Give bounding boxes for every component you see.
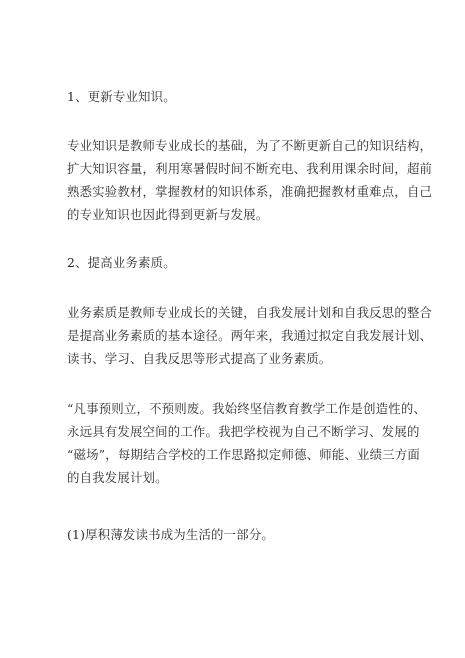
section-2-paragraph: [67, 301, 433, 370]
sub-item-heading: (1)厚积薄发读书成为生活的一部分。: [67, 527, 275, 542]
paragraph-line: 永远具有发展空间的工作。我把学校视为自己不断学习、发展的: [67, 424, 420, 439]
paragraph-line: “凡事预则立，不预则废。我始终坚信教育教学工作是创造性的、: [67, 401, 427, 416]
paragraph-line: 专业知识是教师专业成长的基础，为了不断更新自己的知识结构，: [67, 138, 433, 153]
paragraph-line: 扩大知识容量，利用寒暑假时间不断充电、我利用课余时间，超前: [67, 161, 433, 176]
paragraph-line: 熟悉实验教材，掌握教材的知识体系，准确把握教材重难点，自己: [67, 184, 433, 199]
section-1-paragraph: [67, 134, 433, 226]
quote-paragraph: [67, 397, 427, 489]
section-2-heading: 2、提高业务素质。: [67, 255, 176, 270]
section-1-heading: 1、更新专业知识。: [67, 89, 176, 104]
paragraph-line: 业务素质是教师专业成长的关键，自我发展计划和自我反思的整合: [67, 305, 433, 320]
paragraph-line: 是提高业务素质的基本途径。两年来，我通过拟定自我发展计划、: [67, 328, 433, 343]
paragraph-line: 读书、学习、自我反思等形式提高了业务素质。: [67, 351, 332, 366]
paragraph-line: 的专业知识也因此得到更新与发展。: [67, 207, 269, 222]
paragraph-line: “磁场”，每期结合学校的工作思路拟定师德、师能、业绩三方面: [67, 447, 421, 462]
paragraph-line: 的自我发展计划。: [67, 470, 168, 485]
